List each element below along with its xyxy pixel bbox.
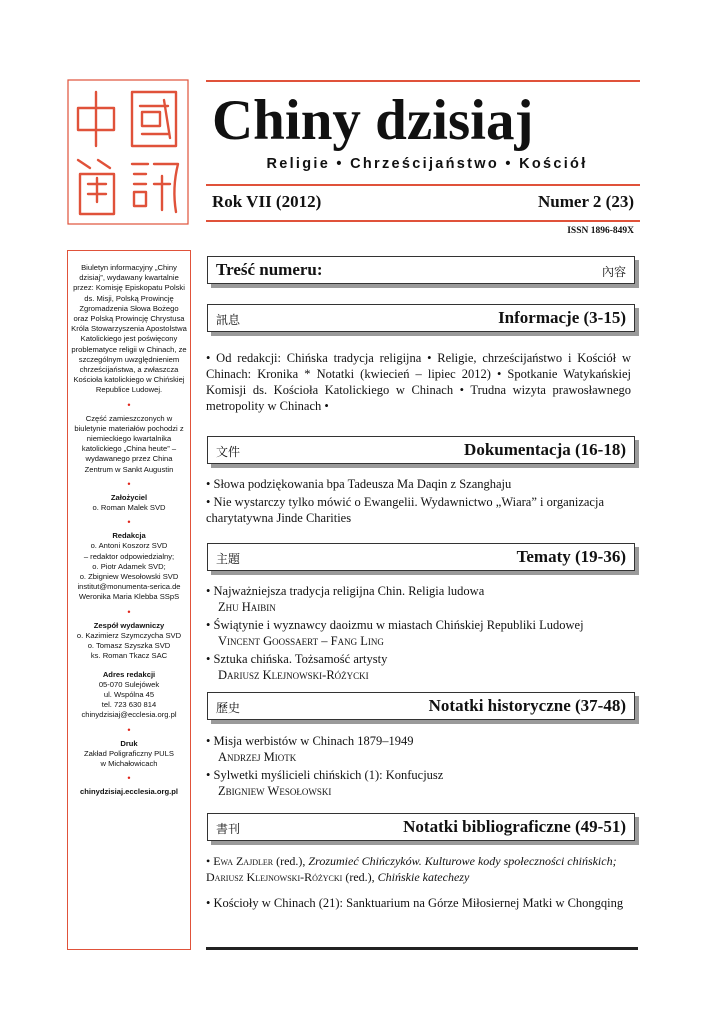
article-author: Zbigniew Wesołowski	[218, 784, 332, 798]
section-title: Tematy (19-36)	[516, 547, 626, 566]
team-heading: Zespół wydawniczy	[93, 620, 165, 630]
sidebar-separator-dot: •	[127, 724, 131, 735]
informacje-text: • Od redakcji: Chińska tradycja religijna • Religie, chrześcijaństwo i Kościół w Chinach: Kronika * Notatki (kwiecień – lipiec 2012) • Spotkanie Watykańskiej Komisji ds. Kościoła Katolickiego w Chinach • Trudna wizyta prawosławnego metropolity w Chinach •	[206, 351, 631, 413]
publication-subtitle: Religie • Chrześcijaństwo • Kościół	[266, 156, 588, 172]
sidebar-separator-dot: •	[127, 773, 131, 784]
sidebar-separator-dot: •	[127, 399, 131, 410]
section-chinese: 訊息	[216, 313, 241, 327]
sidebar-separator-dot: •	[127, 517, 131, 528]
section-title: Notatki historyczne (37-48)	[428, 696, 626, 715]
editor-suffix: (red.),	[276, 854, 306, 868]
dokumentacja-body	[206, 476, 631, 528]
print-heading: Druk	[120, 738, 138, 748]
print-line: w Michałowicach	[100, 758, 158, 768]
address-heading: Adres redakcji	[102, 669, 156, 679]
bullet: •	[206, 854, 211, 868]
team-member: ks. Roman Tkacz SAC	[90, 651, 168, 661]
issue-number: Numer 2 (23)	[538, 192, 634, 211]
editor-line: o. Piotr Adamek SVD;	[92, 561, 166, 571]
list-item: • Sylwetki myślicieli chińskich (1): Konfucjusz	[206, 768, 444, 782]
print-line: Zakład Poligraficzny PULS	[84, 748, 174, 758]
section-chinese: 文件	[216, 445, 241, 459]
article-author: Vincent Goossaert – Fang Ling	[218, 634, 384, 648]
historyczne-body	[206, 733, 631, 801]
list-item: • Najważniejsza tradycja religijna Chin. Religia ludowa	[206, 584, 485, 598]
section-title: Notatki bibliograficzne (49-51)	[403, 817, 626, 836]
editor-suffix: (red.),	[345, 870, 375, 884]
header-top-rule	[206, 80, 640, 82]
editor-line: – redaktor odpowiedzialny;	[83, 551, 175, 561]
list-item: • Misja werbistów w Chinach 1879–1949	[206, 734, 414, 748]
list-item: • Kościoły w Chinach (21): Sanktuarium na Górze Miłosiernej Matki w Chongqing	[206, 896, 624, 910]
section-header-historyczne	[207, 692, 635, 720]
sidebar-source-note: Część zamieszczonych w biuletynie materiałów pochodzi z niemieckiego kwartalnika katolickiego „China heute” – wydawanego przez China Zentrum w Sankt Augustin	[74, 413, 184, 474]
editors-heading: Redakcja	[112, 531, 146, 541]
issn: ISSN 1896-849X	[567, 226, 634, 236]
book-title: Chińskie katechezy	[377, 870, 470, 884]
address-line: 05-070 Sulejówek	[98, 679, 160, 689]
address-phone: tel. 723 630 814	[101, 700, 157, 710]
book-title: Zrozumieć Chińczyków. Kulturowe kody społeczności chińskich;	[308, 854, 617, 868]
editor-email[interactable]: institut@monumenta-serica.de	[77, 582, 181, 592]
article-author: Dariusz Klejnowski-Różycki	[218, 668, 369, 682]
sidebar-separator-dot: •	[127, 606, 131, 617]
editor-line: Weronika Maria Klebba SSpS	[78, 592, 180, 602]
editor-name: Dariusz Klejnowski-Różycki	[206, 870, 343, 884]
list-item	[206, 853, 631, 885]
footer-rule	[206, 947, 638, 950]
section-chinese: 書刊	[216, 822, 241, 836]
toc-chinese: 內容	[601, 265, 626, 279]
header-mid-rule	[206, 184, 640, 186]
founder-heading: Założyciel	[110, 492, 148, 502]
sidebar-intro: Biuletyn informacyjny „Chiny dzisiaj”, wydawany kwartalnie przez: Komisję Episkopatu Polski ds. Misji, Polską Prowincję Zgromadzenia Słowa Bożego oraz Polską Prowincję Chrystusa Króla Stowarzyszenia Apostolstwa Katolickiego jest poświęcony problematyce religii w Chinach, ze szczególnym uwzględnieniem chrześcijaństwa, a zwłaszcza Kościoła katolickiego w Chińskiej Republice Ludowej.	[71, 263, 187, 395]
logo-seal	[66, 78, 190, 226]
sidebar-separator-dot: •	[127, 478, 131, 489]
section-header-dokumentacja	[207, 436, 635, 464]
editor-line: o. Zbigniew Wesołowski SVD	[79, 572, 179, 582]
article-author: Zhu Haibin	[218, 600, 276, 614]
section-title: Dokumentacja (16-18)	[464, 440, 626, 459]
tematy-body	[206, 583, 631, 685]
section-chinese: 主題	[216, 552, 241, 566]
founder-name: o. Roman Malek SVD	[92, 503, 166, 513]
list-item: • Świątynie i wyznawcy daoizmu w miastach Chińskiej Republiki Ludowej	[206, 618, 584, 632]
section-header-informacje	[207, 304, 635, 332]
address-line: ul. Wspólna 45	[103, 689, 155, 699]
article-author: Andrzej Miotk	[218, 750, 297, 764]
volume-year: Rok VII (2012)	[212, 192, 322, 211]
address-email[interactable]: chinydzisiaj@ecclesia.org.pl	[81, 710, 177, 720]
team-member: o. Tomasz Szyszka SVD	[87, 641, 171, 651]
header-bottom-rule	[206, 220, 640, 222]
toc-header	[207, 256, 635, 284]
section-title: Informacje (3-15)	[498, 308, 626, 327]
section-chinese: 歷史	[216, 701, 241, 715]
section-header-tematy	[207, 543, 635, 571]
website-link[interactable]: chinydzisiaj.ecclesia.org.pl	[80, 787, 178, 797]
list-item: • Sztuka chińska. Tożsamość artysty	[206, 652, 388, 666]
editor-line: o. Antoni Koszorz SVD	[90, 541, 168, 551]
list-item: • Słowa podziękowania bpa Tadeusza Ma Daqin z Szanghaju	[206, 477, 512, 491]
informacje-body	[206, 350, 631, 416]
list-item: • Nie wystarczy tylko mówić o Ewangelii. Wydawnictwo „Wiara” i organizacja charytatywna Jinde Charities	[206, 495, 605, 525]
bibliograficzne-body	[206, 853, 631, 913]
toc-label: Treść numeru:	[216, 260, 323, 279]
team-member: o. Kazimierz Szymczycha SVD	[76, 630, 182, 640]
editor-name: Ewa Zajdler	[213, 854, 274, 868]
publication-title: Chiny dzisiaj	[212, 89, 534, 152]
section-header-bibliograficzne	[207, 813, 635, 841]
sidebar-colophon	[67, 250, 191, 950]
